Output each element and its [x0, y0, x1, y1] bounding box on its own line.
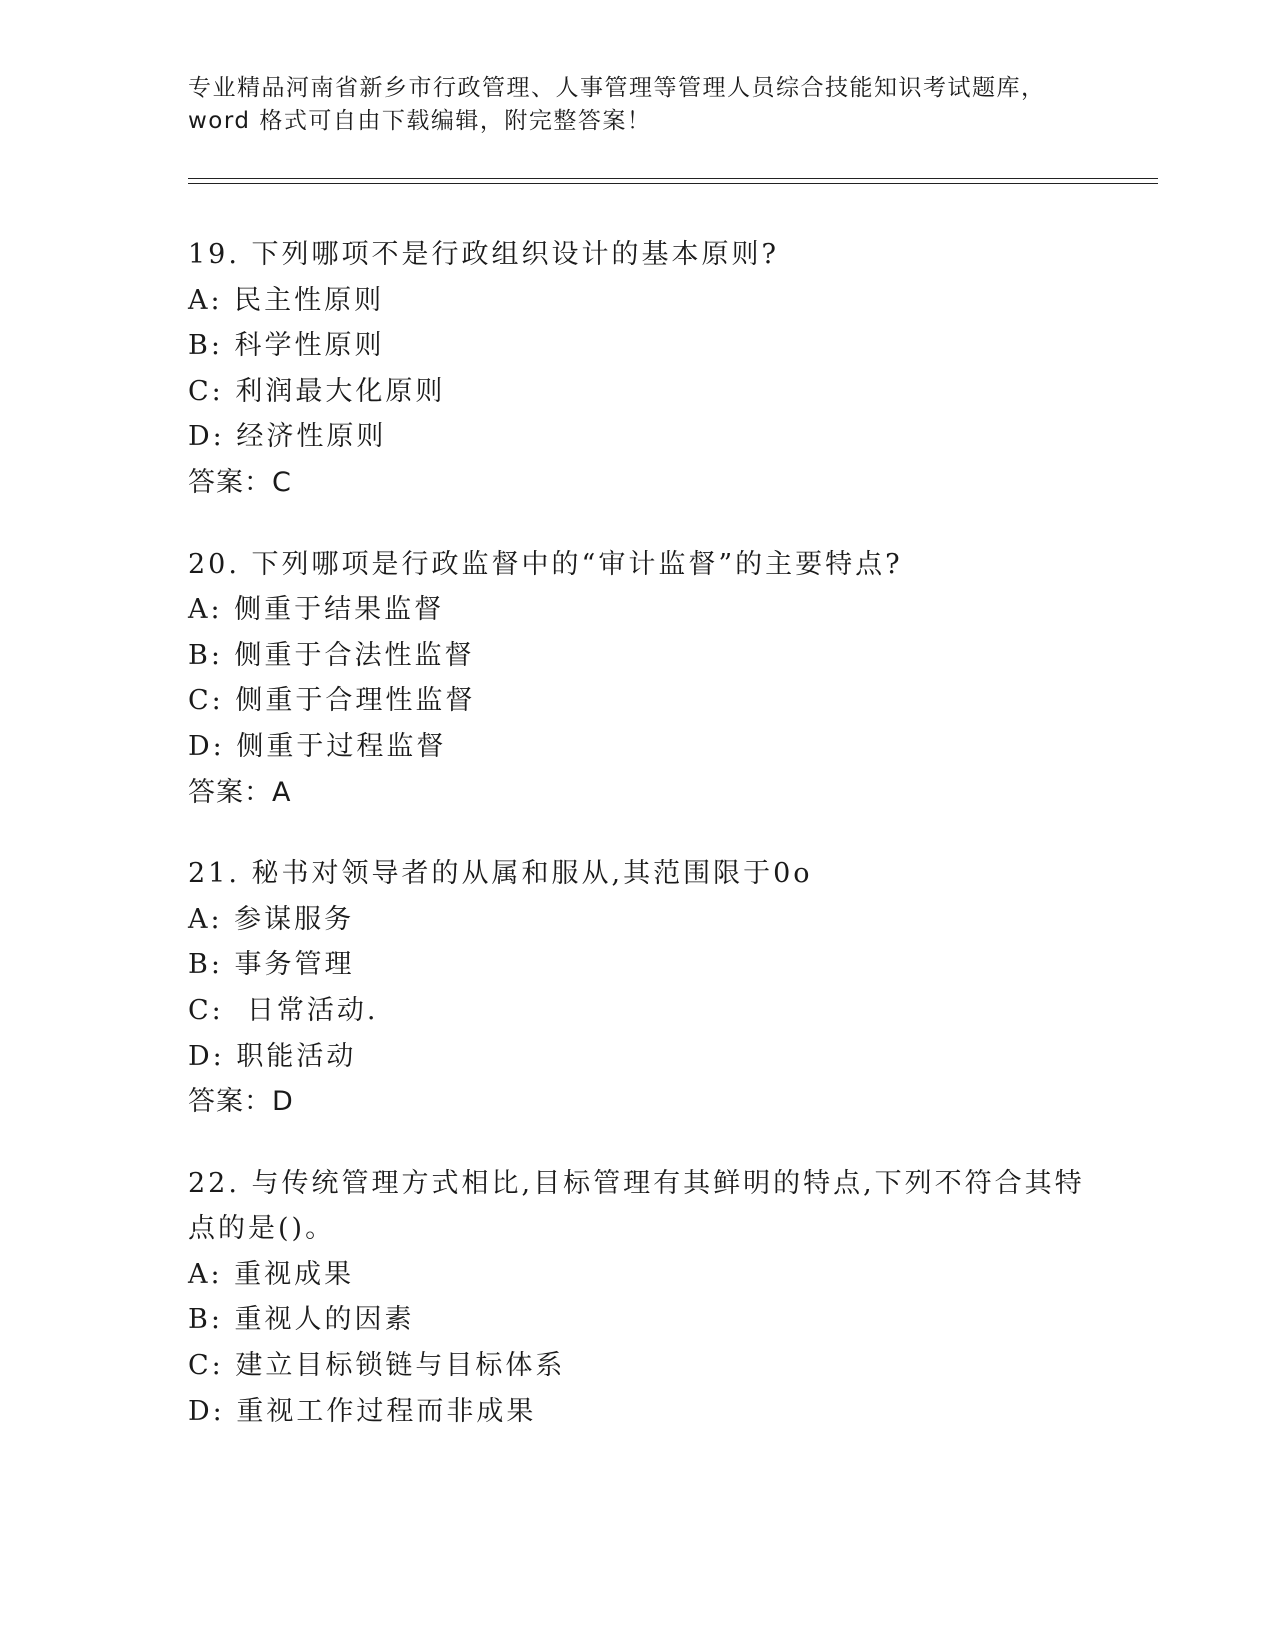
- question-stem-line-1: 22. 与传统管理方式相比,目标管理有其鲜明的特点,下列不符合其特: [188, 1167, 1085, 1199]
- header-line-1: 专业精品河南省新乡市行政管理、人事管理等管理人员综合技能知识考试题库，: [188, 75, 1046, 101]
- option-a: A: 侧重于结果监督: [188, 594, 445, 626]
- answer-label: 答案：D: [188, 1086, 294, 1118]
- option-b: B: 事务管理: [188, 949, 355, 981]
- question-21: [188, 851, 1088, 1125]
- document-header: [188, 72, 1088, 138]
- option-c: C: 建立目标锁链与目标体系: [188, 1350, 566, 1382]
- option-c: C: 利润最大化原则: [188, 375, 446, 407]
- question-list: [188, 232, 1088, 1470]
- question-stem: 21. 秘书对领导者的从属和服从,其范围限于0o: [188, 858, 813, 890]
- answer-label: 答案：A: [188, 776, 292, 808]
- option-a: A: 民主性原则: [188, 284, 385, 316]
- option-d: D: 经济性原则: [188, 421, 387, 453]
- question-stem: 19. 下列哪项不是行政组织设计的基本原则?: [188, 239, 779, 270]
- answer-label: 答案：C: [188, 466, 292, 498]
- header-divider-top: [188, 178, 1158, 179]
- question-stem: 20. 下列哪项是行政监督中的“审计监督”的主要特点?: [188, 548, 903, 580]
- option-b: B: 科学性原则: [188, 330, 385, 362]
- option-a: A: 参谋服务: [188, 903, 355, 935]
- option-d: D: 重视工作过程而非成果: [188, 1395, 537, 1427]
- option-c: C: 日常活动.: [188, 994, 379, 1026]
- header-line-2: word 格式可自由下载编辑，附完整答案！: [188, 108, 652, 134]
- option-b: B: 侧重于合法性监督: [188, 639, 475, 671]
- header-divider-bottom: [188, 183, 1158, 184]
- option-a: A: 重视成果: [188, 1258, 355, 1290]
- option-c: C: 侧重于合理性监督: [188, 685, 476, 717]
- option-b: B: 重视人的因素: [188, 1304, 415, 1336]
- question-20: [188, 542, 1088, 816]
- question-stem-line-2: 点的是()。: [188, 1213, 336, 1245]
- option-d: D: 侧重于过程监督: [188, 730, 447, 762]
- question-19: [188, 232, 1088, 506]
- question-22: [188, 1161, 1088, 1435]
- option-d: D: 职能活动: [188, 1040, 357, 1072]
